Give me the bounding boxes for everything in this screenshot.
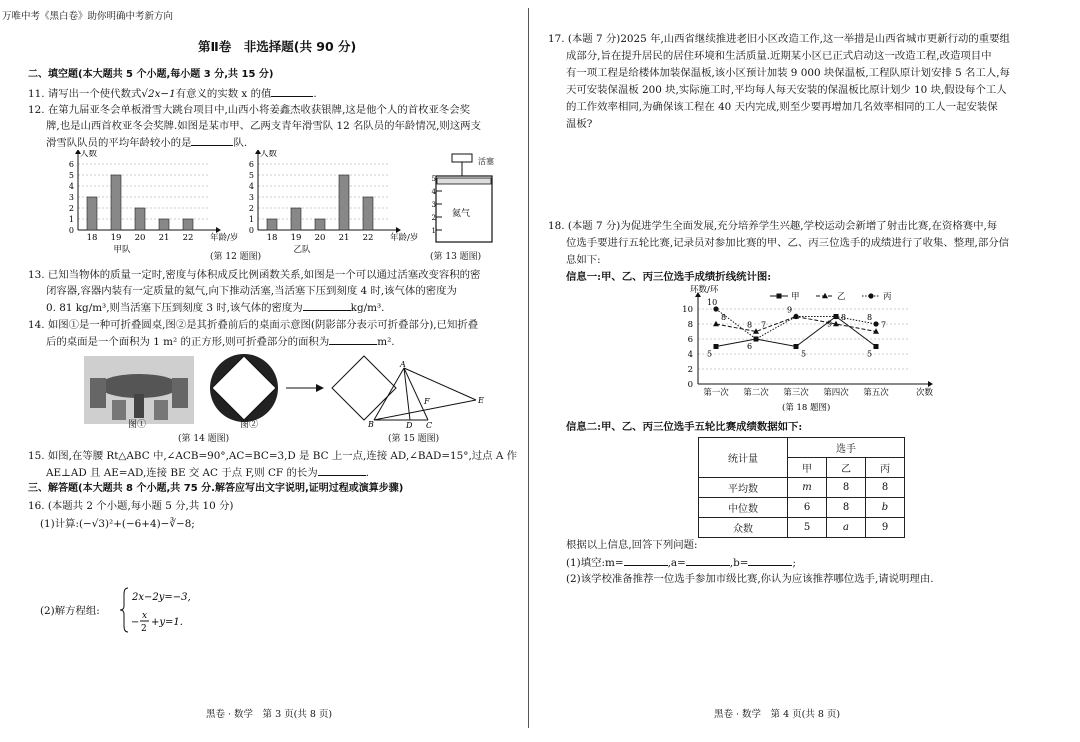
piston (437, 178, 491, 184)
q17-line1: 17. (本题 7 分)2025 年,山西省继续推进老旧小区改造工作,这一举措是山西省城市更新行动的重要组 (548, 33, 1010, 45)
y-tick-label: 2 (248, 204, 254, 213)
table-row (699, 518, 905, 538)
q12-line3-text: 滑雪队队员的平均年龄较小的是 (46, 137, 192, 149)
q14-caption: (第 14 题图) (178, 434, 230, 444)
bar (267, 219, 277, 230)
q14-line2-text: 后的桌面是一个面积为 1 m² 的正方形,则可折叠部分的面积为 (46, 336, 330, 348)
q12-charts (48, 150, 438, 260)
segment-ab (374, 368, 404, 420)
table-cell: m (788, 478, 827, 498)
q13-line2: 闭容器,容器内装有一定质量的氦气,向下推动活塞,当活塞下压到刻度 4 时,该气体的密度为 (46, 285, 457, 297)
data-point (753, 336, 758, 341)
q15-figure (360, 360, 490, 428)
q17-line4: 天可安装保温板 200 块,实际施工时,平均每人每天安装的保温板比原计划少 10 块,假设每个工人 (566, 84, 1007, 96)
brace-icon (120, 588, 128, 632)
row-label: 中位数 (699, 498, 788, 518)
q16-part1: (1)计算:(−√3)²+(−6+4)−∛−8; (40, 518, 195, 530)
fraction-numerator: x (142, 611, 148, 621)
y-tick-label: 2 (687, 365, 693, 375)
data-label: 9 (827, 319, 833, 329)
answer-blank (191, 135, 233, 146)
data-label: 5 (801, 349, 807, 359)
data-label: 8 (721, 313, 727, 322)
y-tick-label: 0 (248, 226, 254, 235)
table-cell: a (827, 518, 866, 538)
table-cell: 8 (827, 498, 866, 518)
q11-text2: 有意义的实数 x 的值 (175, 88, 272, 100)
x-axis-label: 年龄/岁 (210, 233, 239, 243)
q18-sub1 (566, 555, 796, 570)
tick-4: 4 (431, 188, 436, 196)
table-cell: 5 (788, 518, 827, 538)
q11-expr: √2x−1 (141, 88, 176, 100)
data-label: 9 (787, 305, 793, 315)
table-header-row (699, 438, 905, 458)
y-tick-label: 1 (68, 215, 74, 224)
y-tick-label: 3 (68, 193, 74, 202)
page-header: 万唯中考《黑白卷》助你明确中考新方向 (2, 11, 174, 22)
q18-line1: 18. (本题 7 分)为促进学生全面发展,充分培养学生兴趣,学校运动会新增了射击比赛,在资格赛中,每 (548, 220, 998, 232)
table-group-header: 选手 (788, 438, 905, 458)
table-row (699, 478, 905, 498)
x-axis-label: 年龄/岁 (390, 233, 419, 243)
q11-end: . (313, 88, 317, 100)
q14-line1: 14. 如图①是一种可折叠圆桌,图②是其折叠前后的桌面示意图(阴影部分表示可折叠部分),已知折叠 (28, 319, 479, 331)
y-tick-label: 6 (248, 160, 254, 169)
legend-marker (868, 293, 873, 298)
table-cell: 8 (866, 478, 905, 498)
col-header: 乙 (827, 458, 866, 478)
answer-blank (318, 465, 366, 476)
sub1-b: ,b= (729, 557, 749, 569)
x-tick-label: 18 (86, 233, 98, 243)
answer-blank (686, 555, 730, 566)
data-label: 8 (747, 320, 753, 330)
answer-blank (303, 300, 351, 311)
gas-label: 氦气 (452, 209, 471, 219)
q13-line1: 13. 已知当物体的质量一定时,密度与体积成反比例函数关系,如图是一个可以通过活塞改变容积的密 (28, 269, 481, 281)
data-point (873, 321, 878, 326)
q14-line2 (46, 334, 395, 349)
data-point (874, 344, 879, 349)
y-tick-label: 5 (68, 171, 74, 180)
q16-line1: 16. (本题共 2 个小题,每小题 5 分,共 10 分) (28, 500, 234, 512)
legend-label: 丙 (883, 292, 892, 302)
point-d-label: D (406, 421, 413, 428)
point-e-label: E (478, 396, 484, 405)
fig2-label: 图② (240, 420, 259, 430)
x-axis-label: 次数 (916, 388, 934, 398)
equation-system (120, 586, 230, 634)
bar (111, 175, 121, 230)
arrow-icon (316, 384, 324, 392)
segment-ad (404, 368, 410, 420)
equation-1: 2x−2y=−3, (132, 592, 191, 603)
piston-label: 活塞 (478, 157, 494, 166)
q13-caption: (第 13 题图) (430, 252, 482, 262)
y-tick-label: 4 (248, 182, 254, 191)
q12-line3 (46, 135, 247, 150)
q13-line3-end: kg/m³. (350, 302, 385, 314)
col-header: 丙 (866, 458, 905, 478)
x-tick-label: 18 (266, 233, 278, 243)
data-label: 10 (707, 298, 718, 307)
segment-ae (404, 368, 476, 400)
fraction-denominator: 2 (141, 624, 147, 634)
y-tick-label: 0 (68, 226, 74, 235)
legend-marker (777, 294, 782, 299)
sub1-end: ; (792, 557, 796, 569)
q12-line1: 12. 在第九届亚冬会单板滑雪大跳台项目中,山西小将姜鑫杰收获银牌,这是他个人的首枚亚冬会奖 (28, 104, 471, 116)
table-leg (134, 394, 144, 418)
q15-line1: 15. 如图,在等腰 Rt△ABC 中,∠ACB=90°,AC=BC=3,D 是 BC 上一点,连接 AD,∠BAD=15°,过点 A 作 (28, 450, 518, 462)
table-cell: 9 (866, 518, 905, 538)
y-tick-label: 4 (68, 182, 74, 191)
equation-2-sign: − (131, 617, 140, 628)
x-tick-label: 20 (314, 233, 326, 243)
y-tick-label: 6 (687, 335, 693, 345)
bar (183, 219, 193, 230)
row-label: 众数 (699, 518, 788, 538)
x-tick-label: 第二次 (743, 388, 769, 398)
y-tick-label: 6 (68, 160, 74, 169)
piston-handle (452, 154, 472, 162)
y-tick-label: 3 (248, 193, 254, 202)
x-tick-label: 22 (182, 233, 194, 243)
point-f-label: F (424, 397, 430, 406)
y-axis-label: 环数/环 (690, 285, 719, 295)
table-corner: 统计量 (699, 438, 788, 478)
data-label: 7 (761, 320, 767, 330)
chair-icon (154, 400, 168, 420)
q12-line3-end: 队. (233, 137, 248, 149)
q14-line2-end: m². (377, 336, 395, 348)
q18-info1: 信息一:甲、乙、丙三位选手成绩折线统计图: (566, 271, 772, 283)
table-cell: b (866, 498, 905, 518)
y-tick-label: 0 (687, 380, 693, 390)
data-point (794, 344, 799, 349)
section-solve: 三、解答题(本大题共 8 个小题,共 75 分.解答应写出文字说明,证明过程或演算步骤) (28, 483, 404, 494)
point-c-label: C (426, 421, 433, 428)
right-page (548, 0, 1060, 742)
x-tick-label: 第三次 (783, 388, 809, 398)
sub1-a: ,a= (667, 557, 686, 569)
tick-3: 3 (431, 201, 436, 209)
data-point (714, 344, 719, 349)
chair-icon (112, 400, 126, 420)
y-tick-label: 10 (682, 305, 693, 315)
data-label: 8 (867, 313, 873, 322)
point-b-label: B (368, 420, 374, 428)
q17-line2: 成部分,旨在提升居民的居住环境和生活质量.近期某小区已正式启动这一改造工程,改造项目中 (566, 50, 992, 62)
answer-blank (271, 86, 313, 97)
data-label: 5 (707, 349, 713, 359)
q12-caption: (第 12 题图) (210, 252, 262, 262)
chair-icon (90, 378, 106, 408)
q18-line2: 位选手要进行五轮比赛,记录员对参加比赛的甲、乙、丙三位选手的成绩进行了收集、整理,部分信 (566, 237, 1010, 249)
data-label: 6 (747, 342, 753, 351)
q15-line2 (46, 465, 369, 480)
footer-left: 黑卷 · 数学 第 3 页(共 8 页) (206, 709, 333, 720)
tick-2: 2 (431, 214, 436, 222)
bar (87, 197, 97, 230)
q18-line-chart (674, 284, 974, 416)
bar (315, 219, 325, 230)
q13-line3 (46, 300, 384, 315)
x-tick-label: 21 (338, 233, 350, 243)
team-label: 乙队 (293, 245, 311, 255)
series-line (716, 317, 876, 347)
q18-sub2: (2)该学校准备推荐一位选手参加市级比赛,你认为应该推荐哪位选手,请说明理由. (566, 573, 934, 585)
y-tick-label: 5 (248, 171, 254, 180)
team-label: 甲队 (113, 245, 131, 255)
q13-line3-text: 0. 81 kg/m³,则当活塞下压到刻度 3 时,该气体的密度为 (46, 302, 303, 314)
q17-line6: 温板? (566, 118, 593, 130)
footer-right: 黑卷 · 数学 第 4 页(共 8 页) (714, 709, 841, 720)
y-tick-label: 1 (248, 215, 254, 224)
y-tick-label: 2 (68, 204, 74, 213)
x-tick-label: 19 (290, 233, 302, 243)
sub1-m: (1)填空:m= (566, 557, 624, 569)
data-label: 8 (841, 313, 847, 322)
y-axis-label: 人数 (260, 150, 278, 159)
x-tick-label: 第四次 (823, 388, 849, 398)
bar (135, 208, 145, 230)
q18-info2: 信息二:甲、乙、丙三位选手五轮比赛成绩数据如下: (566, 421, 803, 433)
chart-caption: (第 18 题图) (782, 403, 831, 413)
x-tick-label: 第五次 (863, 388, 889, 398)
legend-label: 甲 (791, 292, 800, 302)
y-axis-label: 人数 (80, 150, 98, 159)
table-cell: 6 (788, 498, 827, 518)
page-divider (528, 8, 529, 728)
question-11 (28, 86, 317, 101)
data-point (713, 321, 719, 326)
fig1-label: 图① (128, 420, 147, 430)
point-a-label: A (400, 360, 406, 369)
q18-line3: 息如下: (566, 254, 601, 266)
x-tick-label: 19 (110, 233, 122, 243)
x-tick-label: 21 (158, 233, 170, 243)
table-row (699, 498, 905, 518)
section-fill-in: 二、填空题(本大题共 5 个小题,每小题 3 分,共 15 分) (28, 69, 274, 80)
q12-line2: 牌,也是山西首枚亚冬会奖牌.如图是某市甲、乙两支青年滑雪队 12 名队员的年龄情况,则这两支 (46, 120, 481, 132)
q15-line2-end: . (365, 467, 369, 479)
q15-line2-text: AE⊥AD 且 AE=AD,连接 BE 交 AC 于点 F,则 CF 的长为 (46, 467, 318, 479)
bar (363, 197, 373, 230)
bar (291, 208, 301, 230)
table-cell: 8 (827, 478, 866, 498)
x-tick-label: 22 (362, 233, 374, 243)
tick-5: 5 (431, 175, 436, 183)
tick-1: 1 (431, 227, 436, 235)
q16-part2: (2)解方程组: (40, 605, 100, 617)
q11-text: 11. 请写出一个使代数式 (28, 88, 142, 100)
x-tick-label: 20 (134, 233, 146, 243)
q17-line5: 的工作效率相同,为确保该工程在 40 天内完成,则至少要再增加几名效率相同的工人一起安装保 (566, 101, 998, 113)
y-tick-label: 4 (687, 350, 693, 360)
stats-table (698, 437, 905, 538)
x-tick-label: 第一次 (703, 388, 729, 398)
col-header: 甲 (788, 458, 827, 478)
q17-line3: 有一项工程是给楼体加装保温板,该小区预计加装 9 000 块保温板,工程队原计划安排 5 名工人,每 (566, 67, 1010, 79)
bar (339, 175, 349, 230)
folding-table-photo (84, 356, 194, 424)
data-label: 7 (881, 320, 887, 330)
data-point (793, 314, 798, 319)
bar (159, 219, 169, 230)
legend-label: 乙 (837, 292, 846, 302)
q15-caption: (第 15 题图) (388, 434, 440, 444)
answer-blank (329, 334, 377, 345)
y-tick-label: 8 (687, 320, 693, 330)
answer-blank (624, 555, 668, 566)
q18-after: 根据以上信息,回答下列问题: (566, 539, 698, 551)
left-page (2, 0, 526, 742)
answer-blank (748, 555, 792, 566)
row-label: 平均数 (699, 478, 788, 498)
data-point (713, 306, 718, 311)
data-point (833, 314, 838, 319)
x-arrow-icon (928, 381, 933, 387)
data-label: 5 (867, 349, 873, 359)
q13-figure (428, 150, 498, 246)
chair-icon (172, 378, 188, 408)
equation-2-rest: +y=1. (151, 617, 183, 628)
part-title: 第Ⅱ卷 非选择题(共 90 分) (198, 39, 357, 54)
